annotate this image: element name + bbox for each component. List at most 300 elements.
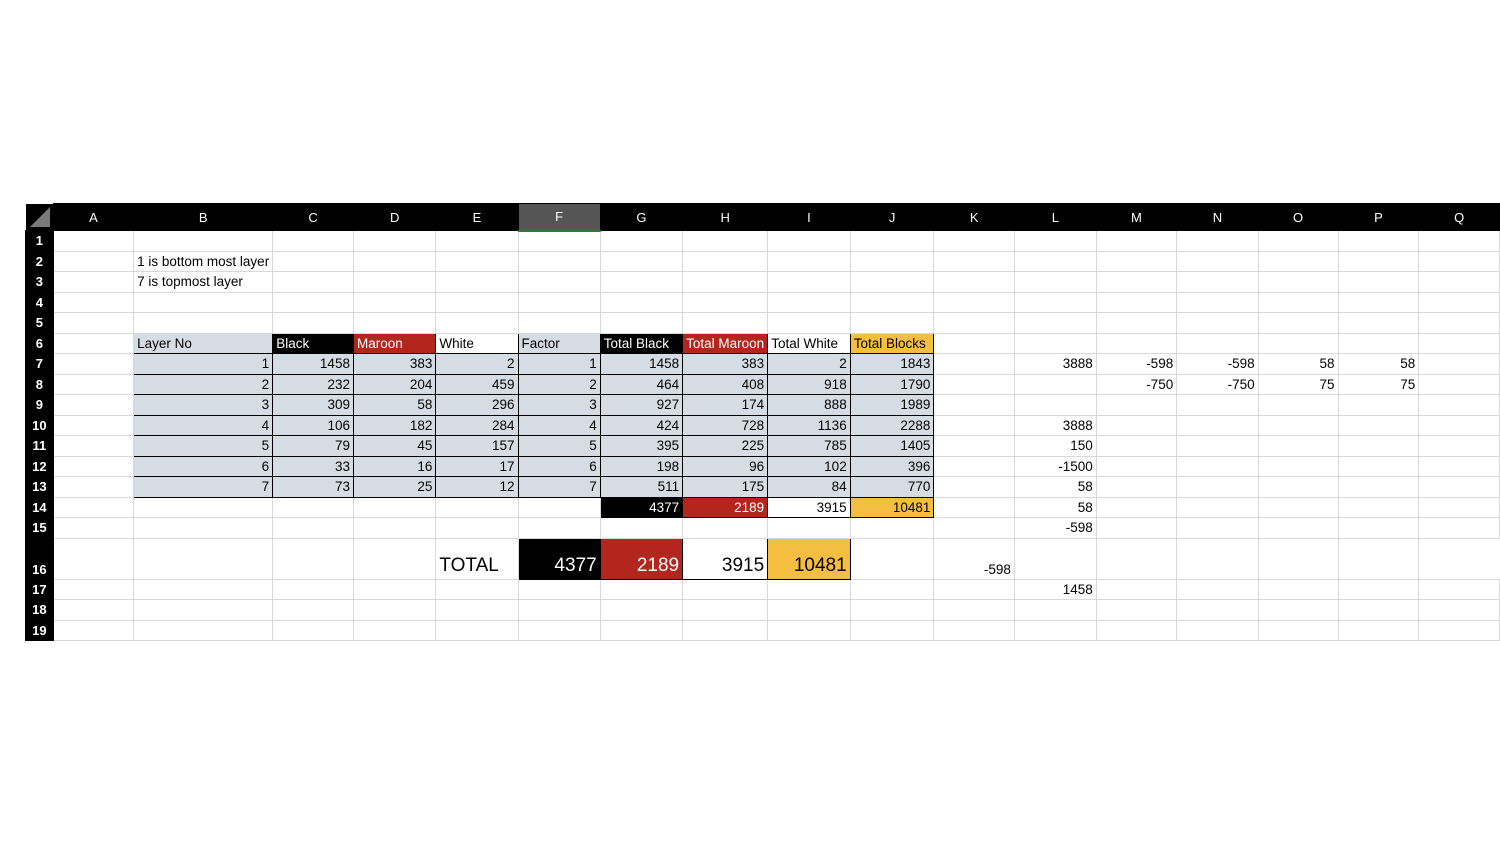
cell[interactable] [600,292,682,313]
table-cell[interactable]: 6 [134,456,273,477]
cell[interactable] [134,518,273,539]
cell[interactable] [934,333,1014,354]
cell[interactable] [934,374,1014,395]
table-cell[interactable]: 4 [518,415,600,436]
cell[interactable] [518,620,600,641]
cell[interactable] [53,231,133,252]
cell[interactable] [518,600,600,621]
cell[interactable] [1177,456,1258,477]
cell[interactable] [1419,374,1500,395]
cell[interactable] [53,436,133,457]
cell[interactable] [768,518,851,539]
cell[interactable] [934,395,1014,416]
cell[interactable] [1419,518,1500,539]
cell[interactable] [53,313,133,334]
table-cell[interactable]: 58 [353,395,435,416]
cell[interactable] [1096,497,1176,518]
cell[interactable] [353,579,435,600]
table-cell[interactable]: 1405 [850,436,934,457]
cell[interactable] [1177,620,1258,641]
select-all-button[interactable] [26,204,54,231]
table-cell[interactable]: 1458 [600,354,682,375]
cell[interactable] [518,518,600,539]
table-cell[interactable]: 7 [518,477,600,498]
column-header-k[interactable]: K [934,204,1014,231]
cell[interactable] [1338,518,1419,539]
row-header[interactable]: 4 [26,292,54,313]
cell[interactable] [850,251,934,272]
cell[interactable] [1258,313,1338,334]
table-cell[interactable]: 459 [436,374,518,395]
cell[interactable] [518,272,600,293]
cell[interactable] [600,600,682,621]
cell[interactable] [934,272,1014,293]
table-cell[interactable]: 927 [600,395,682,416]
table-cell[interactable]: 198 [600,456,682,477]
table-cell[interactable]: 918 [768,374,851,395]
cell[interactable] [1338,292,1419,313]
cell[interactable] [436,313,518,334]
cell[interactable] [683,251,768,272]
cell[interactable] [1419,313,1500,334]
table-cell[interactable]: 2 [518,374,600,395]
column-header-n[interactable]: N [1177,204,1258,231]
cell[interactable] [1419,333,1500,354]
cell[interactable] [353,518,435,539]
cell[interactable] [1338,333,1419,354]
cell[interactable] [53,579,133,600]
cell[interactable] [1096,456,1176,477]
cell[interactable] [1419,477,1500,498]
cell[interactable] [1338,477,1419,498]
row-header[interactable]: 13 [26,477,54,498]
table-cell[interactable]: 284 [436,415,518,436]
column-header-g[interactable]: G [600,204,682,231]
table-cell[interactable]: 2288 [850,415,934,436]
table-cell[interactable]: 4 [134,415,273,436]
table-cell[interactable]: 785 [768,436,851,457]
header-total-maroon[interactable]: Total Maroon [683,333,768,354]
row-header[interactable]: 16 [26,538,54,579]
table-cell[interactable]: 17 [436,456,518,477]
table-cell[interactable]: 383 [683,354,768,375]
cell[interactable] [273,272,354,293]
cell[interactable]: 75 [1258,374,1338,395]
cell[interactable] [1177,477,1258,498]
grand-total-black[interactable]: 4377 [518,538,600,579]
grand-total-blocks[interactable]: 10481 [768,538,851,579]
cell[interactable] [53,415,133,436]
cell[interactable] [53,292,133,313]
cell[interactable] [1177,333,1258,354]
cell[interactable] [1258,292,1338,313]
cell[interactable] [1338,538,1419,579]
table-cell[interactable]: 2 [134,374,273,395]
cell[interactable] [934,456,1014,477]
cell[interactable] [850,272,934,293]
column-header-o[interactable]: O [1258,204,1338,231]
cell[interactable] [273,251,354,272]
table-cell[interactable]: 12 [436,477,518,498]
table-cell[interactable]: 96 [683,456,768,477]
table-cell[interactable]: 424 [600,415,682,436]
cell[interactable] [1338,251,1419,272]
table-cell[interactable]: 3 [134,395,273,416]
cell[interactable] [1096,395,1176,416]
cell[interactable] [1177,518,1258,539]
table-cell[interactable]: 408 [683,374,768,395]
cell[interactable] [850,538,934,579]
cell[interactable]: -598 [1177,354,1258,375]
note-bottom-layer[interactable]: 1 is bottom most layer [134,251,273,272]
cell[interactable]: 58 [1258,354,1338,375]
note-top-layer[interactable]: 7 is topmost layer [134,272,273,293]
cell[interactable] [683,272,768,293]
cell[interactable] [683,600,768,621]
table-cell[interactable]: 395 [600,436,682,457]
cell[interactable] [1258,436,1338,457]
cell[interactable] [1419,579,1500,600]
cell[interactable] [436,497,518,518]
cell[interactable] [934,620,1014,641]
cell[interactable] [850,579,934,600]
cell[interactable] [518,313,600,334]
cell[interactable] [1419,436,1500,457]
cell[interactable] [1096,600,1176,621]
column-header-i[interactable]: I [768,204,851,231]
cell[interactable] [134,600,273,621]
cell[interactable] [1096,333,1176,354]
cell[interactable] [353,497,435,518]
cell[interactable] [353,538,435,579]
cell[interactable] [53,518,133,539]
table-cell[interactable]: 174 [683,395,768,416]
cell[interactable] [1014,313,1096,334]
cell[interactable] [1177,395,1258,416]
cell[interactable] [1419,415,1500,436]
cell[interactable] [53,456,133,477]
row-header[interactable]: 15 [26,518,54,539]
cell[interactable] [1014,292,1096,313]
table-cell[interactable]: 6 [518,456,600,477]
cell[interactable] [53,395,133,416]
cell[interactable] [1338,600,1419,621]
cell[interactable] [850,600,934,621]
cell[interactable] [53,354,133,375]
cell[interactable] [600,231,682,252]
cell[interactable] [1338,620,1419,641]
cell[interactable] [134,313,273,334]
cell[interactable] [1258,415,1338,436]
column-header-h[interactable]: H [683,204,768,231]
table-cell[interactable]: 232 [273,374,354,395]
cell[interactable] [1258,600,1338,621]
cell[interactable] [1338,415,1419,436]
cell[interactable] [1177,415,1258,436]
table-cell[interactable]: 102 [768,456,851,477]
cell[interactable] [518,251,600,272]
cell[interactable] [1419,395,1500,416]
cell[interactable] [1096,415,1176,436]
cell[interactable] [353,272,435,293]
cell[interactable] [1096,251,1176,272]
cell[interactable]: 75 [1338,374,1419,395]
cell[interactable] [518,292,600,313]
cell[interactable] [934,518,1014,539]
table-cell[interactable]: 79 [273,436,354,457]
cell[interactable] [134,579,273,600]
cell[interactable] [1258,272,1338,293]
cell[interactable] [600,620,682,641]
column-header-l[interactable]: L [1014,204,1096,231]
row-header[interactable]: 7 [26,354,54,375]
table-cell[interactable]: 1 [134,354,273,375]
cell[interactable] [934,436,1014,457]
cell[interactable] [850,620,934,641]
cell[interactable] [134,231,273,252]
cell[interactable] [1258,620,1338,641]
cell[interactable] [1096,620,1176,641]
row-header[interactable]: 11 [26,436,54,457]
table-cell[interactable]: 888 [768,395,851,416]
cell[interactable] [436,251,518,272]
cell[interactable] [1177,251,1258,272]
cell[interactable] [273,231,354,252]
header-maroon[interactable]: Maroon [353,333,435,354]
cell[interactable] [600,251,682,272]
table-cell[interactable]: 2 [768,354,851,375]
cell[interactable] [768,620,851,641]
row-header[interactable]: 14 [26,497,54,518]
column-header-c[interactable]: C [273,204,354,231]
row-header[interactable]: 5 [26,313,54,334]
cell[interactable] [1177,436,1258,457]
cell[interactable] [436,292,518,313]
table-cell[interactable]: 396 [850,456,934,477]
cell[interactable] [600,272,682,293]
cell[interactable] [1419,231,1500,252]
cell[interactable] [600,313,682,334]
cell[interactable] [1338,436,1419,457]
table-cell[interactable]: 296 [436,395,518,416]
cell[interactable]: -598 [934,538,1014,579]
header-total-black[interactable]: Total Black [600,333,682,354]
cell[interactable] [1014,272,1096,293]
cell[interactable] [934,415,1014,436]
cell[interactable] [1177,600,1258,621]
table-cell[interactable]: 464 [600,374,682,395]
cell[interactable] [273,538,354,579]
cell[interactable] [934,497,1014,518]
cell[interactable] [768,313,851,334]
cell[interactable] [1419,600,1500,621]
cell[interactable] [1177,313,1258,334]
cell[interactable] [53,272,133,293]
cell[interactable] [683,518,768,539]
cell[interactable] [768,272,851,293]
table-cell[interactable]: 1790 [850,374,934,395]
cell[interactable] [600,518,682,539]
table-cell[interactable]: 73 [273,477,354,498]
table-cell[interactable]: 2 [436,354,518,375]
table-cell[interactable]: 204 [353,374,435,395]
cell[interactable] [850,518,934,539]
cell[interactable] [1014,333,1096,354]
table-cell[interactable]: 309 [273,395,354,416]
header-layer-no[interactable]: Layer No [134,333,273,354]
cell[interactable] [518,231,600,252]
table-cell[interactable]: 511 [600,477,682,498]
cell[interactable] [934,251,1014,272]
cell[interactable]: -598 [1014,518,1096,539]
cell[interactable] [134,497,273,518]
cell[interactable] [273,313,354,334]
cell[interactable] [1014,538,1096,579]
cell[interactable] [436,518,518,539]
cell[interactable]: 58 [1014,477,1096,498]
cell[interactable] [1338,231,1419,252]
table-cell[interactable]: 33 [273,456,354,477]
table-cell[interactable]: 106 [273,415,354,436]
cell[interactable] [1258,231,1338,252]
table-cell[interactable]: 225 [683,436,768,457]
column-header-m[interactable]: M [1096,204,1176,231]
sum-total-white[interactable]: 3915 [768,497,851,518]
cell[interactable] [436,231,518,252]
cell[interactable]: 58 [1014,497,1096,518]
cell[interactable] [768,231,851,252]
cell[interactable] [1014,374,1096,395]
table-cell[interactable]: 1843 [850,354,934,375]
cell[interactable] [273,292,354,313]
row-header[interactable]: 1 [26,231,54,252]
cell[interactable]: 3888 [1014,415,1096,436]
cell[interactable] [53,620,133,641]
cell[interactable] [1096,436,1176,457]
table-cell[interactable]: 157 [436,436,518,457]
cell[interactable] [353,313,435,334]
row-header[interactable]: 18 [26,600,54,621]
cell[interactable] [768,251,851,272]
cell[interactable] [1419,292,1500,313]
cell[interactable] [1258,518,1338,539]
cell[interactable] [53,374,133,395]
table-cell[interactable]: 84 [768,477,851,498]
cell[interactable] [436,579,518,600]
table-cell[interactable]: 3 [518,395,600,416]
cell[interactable]: -750 [1096,374,1176,395]
cell[interactable] [683,292,768,313]
cell[interactable] [1177,538,1258,579]
cell[interactable] [1096,231,1176,252]
cell[interactable] [1338,395,1419,416]
cell[interactable] [1096,477,1176,498]
cell[interactable]: -1500 [1014,456,1096,477]
cell[interactable] [134,292,273,313]
cell[interactable] [1419,456,1500,477]
cell[interactable]: -750 [1177,374,1258,395]
column-header-e[interactable]: E [436,204,518,231]
cell[interactable] [1258,251,1338,272]
column-header-b[interactable]: B [134,204,273,231]
cell[interactable] [683,579,768,600]
table-cell[interactable]: 5 [518,436,600,457]
cell[interactable] [1419,251,1500,272]
cell[interactable] [1258,333,1338,354]
column-header-q[interactable]: Q [1419,204,1500,231]
cell[interactable] [1338,579,1419,600]
cell[interactable] [1177,579,1258,600]
cell[interactable] [1419,354,1500,375]
cell[interactable] [768,579,851,600]
cell[interactable] [934,354,1014,375]
cell[interactable] [1338,497,1419,518]
table-cell[interactable]: 45 [353,436,435,457]
cell[interactable] [934,231,1014,252]
row-header[interactable]: 6 [26,333,54,354]
cell[interactable] [134,620,273,641]
cell[interactable] [53,333,133,354]
row-header[interactable]: 17 [26,579,54,600]
cell[interactable] [134,538,273,579]
cell[interactable] [934,600,1014,621]
row-header[interactable]: 9 [26,395,54,416]
row-header[interactable]: 10 [26,415,54,436]
cell[interactable] [1258,477,1338,498]
table-cell[interactable]: 1458 [273,354,354,375]
cell[interactable] [1338,272,1419,293]
cell[interactable] [934,313,1014,334]
cell[interactable] [1014,231,1096,252]
cell[interactable] [768,600,851,621]
cell[interactable] [1096,272,1176,293]
table-cell[interactable]: 7 [134,477,273,498]
cell[interactable] [1419,497,1500,518]
cell[interactable] [1096,579,1176,600]
cell[interactable]: -598 [1096,354,1176,375]
cell[interactable] [1258,497,1338,518]
header-total-blocks[interactable]: Total Blocks [850,333,934,354]
column-header-p[interactable]: P [1338,204,1419,231]
cell[interactable] [1014,251,1096,272]
cell[interactable] [273,600,354,621]
cell[interactable] [850,292,934,313]
column-header-d[interactable]: D [353,204,435,231]
cell[interactable] [436,620,518,641]
row-header[interactable]: 12 [26,456,54,477]
row-header[interactable]: 3 [26,272,54,293]
cell[interactable] [1096,313,1176,334]
sum-total-maroon[interactable]: 2189 [683,497,768,518]
cell[interactable]: 1458 [1014,579,1096,600]
table-cell[interactable]: 1 [518,354,600,375]
cell[interactable] [1014,620,1096,641]
cell[interactable]: 150 [1014,436,1096,457]
cell[interactable] [1177,231,1258,252]
cell[interactable] [1177,497,1258,518]
cell[interactable] [1096,292,1176,313]
cell[interactable]: 3888 [1014,354,1096,375]
cell[interactable] [1177,292,1258,313]
cell[interactable] [768,292,851,313]
cell[interactable] [53,538,133,579]
header-total-white[interactable]: Total White [768,333,851,354]
cell[interactable] [353,292,435,313]
cell[interactable] [273,518,354,539]
cell[interactable] [353,231,435,252]
table-cell[interactable]: 25 [353,477,435,498]
cell[interactable]: 58 [1338,354,1419,375]
